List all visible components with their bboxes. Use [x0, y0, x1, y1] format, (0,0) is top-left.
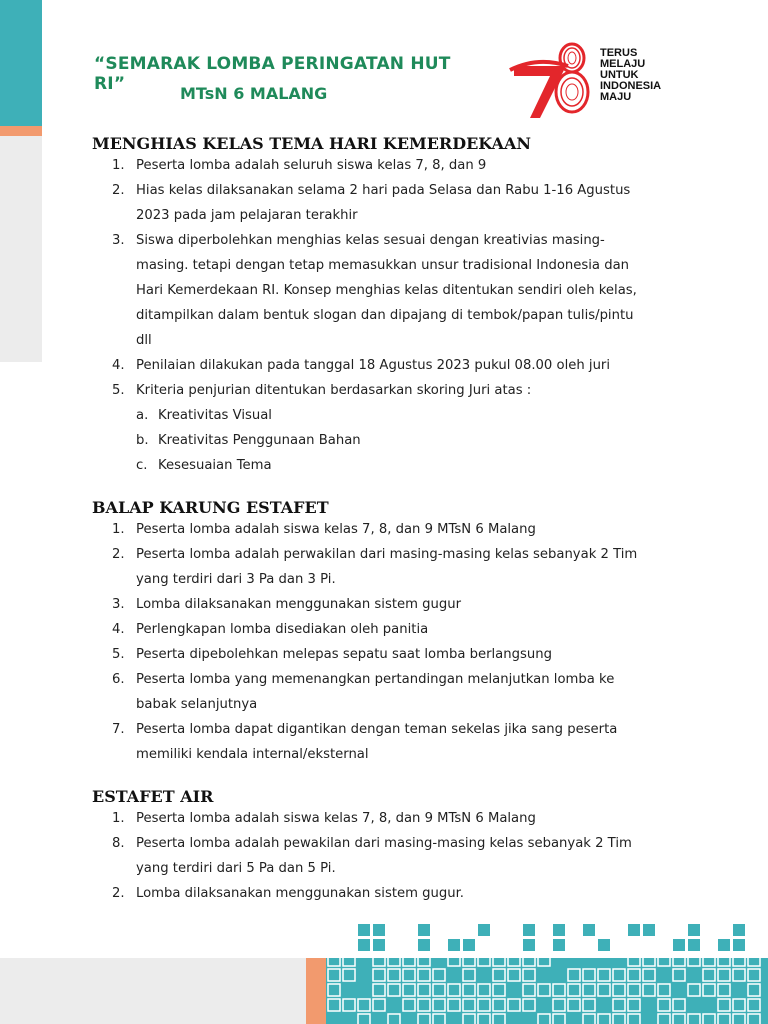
- pixel-square: [553, 1014, 565, 1024]
- pixel-square: [448, 954, 460, 966]
- pixel-square: [418, 924, 430, 936]
- pixel-square: [628, 969, 640, 981]
- list-item: [92, 153, 652, 178]
- pixel-square: [703, 954, 715, 966]
- pixel-square: [568, 969, 580, 981]
- pixel-square: [643, 984, 655, 996]
- pixel-square: [493, 969, 505, 981]
- item-text: Kriteria penjurian ditentukan berdasarkan skoring Juri atas :: [136, 383, 532, 398]
- pixel-square: [613, 999, 625, 1011]
- pixel-square: [673, 969, 685, 981]
- pixel-square: [553, 999, 565, 1011]
- left-gray-bar: [0, 136, 42, 362]
- pixel-square: [523, 924, 535, 936]
- pixel-square: [658, 1014, 670, 1024]
- rules-list: [92, 517, 652, 767]
- pixel-square: [433, 969, 445, 981]
- rules-list: [92, 806, 652, 906]
- pixel-square: [628, 999, 640, 1011]
- pixel-square: [388, 1014, 400, 1024]
- section-estafet-air: [92, 787, 652, 906]
- pixel-square: [688, 924, 700, 936]
- logo-tagline-line: MAJU: [600, 91, 632, 103]
- pixel-square: [673, 939, 685, 951]
- pixel-square: [328, 999, 340, 1011]
- pixel-square: [733, 954, 745, 966]
- list-item: [92, 592, 652, 617]
- section-balap-karung: [92, 498, 652, 767]
- footer-pixel-pattern: [326, 922, 768, 1024]
- logo-tagline-line: TERUS: [600, 47, 638, 59]
- pixel-square: [718, 969, 730, 981]
- left-orange-bar: [0, 126, 42, 136]
- list-item: [92, 831, 652, 881]
- logo-tagline-line: MELAJU: [600, 58, 646, 70]
- pixel-square: [658, 984, 670, 996]
- sub-list-item: [92, 403, 652, 428]
- pixel-square: [703, 1014, 715, 1024]
- pixel-square: [613, 1014, 625, 1024]
- item-text: Peserta lomba adalah siswa kelas 7, 8, dan 9 MTsN 6 Malang: [136, 811, 536, 826]
- pixel-square: [538, 984, 550, 996]
- left-teal-block: [14, 0, 42, 126]
- pixel-square: [718, 984, 730, 996]
- section-menghias-kelas: [92, 134, 652, 478]
- item-letter: a.: [136, 408, 149, 423]
- list-item: [92, 378, 652, 403]
- pixel-square: [418, 969, 430, 981]
- pixel-square: [628, 954, 640, 966]
- list-item: [92, 667, 652, 717]
- item-text: Peserta lomba dapat digantikan dengan teman sekelas jika sang peserta memiliki kendala internal/eksternal: [136, 722, 618, 762]
- pixel-square: [688, 954, 700, 966]
- pixel-square: [583, 924, 595, 936]
- pixel-square: [388, 954, 400, 966]
- pixel-square: [703, 969, 715, 981]
- pixel-square: [628, 1014, 640, 1024]
- pixel-square: [748, 969, 760, 981]
- pixel-square: [418, 999, 430, 1011]
- pixel-square: [403, 984, 415, 996]
- item-text: Lomba dilaksanakan menggunakan sistem gugur.: [136, 886, 464, 901]
- pixel-square: [673, 1014, 685, 1024]
- item-text: Peserta lomba adalah perwakilan dari masing-masing kelas sebanyak 2 Tim yang terdiri dari 3 Pa dan 3 Pi.: [136, 547, 638, 587]
- pixel-square: [463, 969, 475, 981]
- pixel-square: [598, 969, 610, 981]
- pixel-square: [523, 999, 535, 1011]
- pixel-square: [583, 969, 595, 981]
- sub-list-item: [92, 428, 652, 453]
- pixel-square: [718, 1014, 730, 1024]
- logo-tagline-line: INDONESIA: [600, 80, 662, 92]
- pixel-square: [718, 999, 730, 1011]
- pixel-square: [538, 954, 550, 966]
- item-number: 1.: [112, 158, 125, 173]
- pixel-square: [478, 924, 490, 936]
- sub-list-item: [92, 453, 652, 478]
- pixel-square: [553, 984, 565, 996]
- pixel-square: [448, 939, 460, 951]
- pixel-square: [613, 969, 625, 981]
- list-item: [92, 806, 652, 831]
- item-letter: b.: [136, 433, 149, 448]
- pixel-square: [568, 999, 580, 1011]
- section-heading: MENGHIAS KELAS TEMA HARI KEMERDEKAAN: [92, 134, 531, 153]
- pixel-square: [673, 999, 685, 1011]
- pixel-square: [493, 1014, 505, 1024]
- list-item: [92, 881, 652, 906]
- pixel-square: [418, 954, 430, 966]
- pixel-square: [358, 924, 370, 936]
- pixel-square: [433, 999, 445, 1011]
- pixel-square: [493, 999, 505, 1011]
- pixel-square: [343, 969, 355, 981]
- pixel-square: [403, 954, 415, 966]
- left-teal-stripe: [0, 0, 14, 126]
- pixel-square: [418, 939, 430, 951]
- pixel-square: [718, 939, 730, 951]
- pixel-square: [358, 999, 370, 1011]
- pixel-square: [583, 1014, 595, 1024]
- section-heading: ESTAFET AIR: [92, 787, 214, 806]
- pixel-square: [463, 984, 475, 996]
- item-text: Siswa diperbolehkan menghias kelas sesuai dengan kreativias masing-masing. tetapi dengan tetap memasukkan unsur tradisional Indonesia dan Hari Kemerdekaan RI. Konsep menghias kelas ditentukan sendiri oleh kelas, ditampilkan dalam bentuk slogan dan dipajang di tembok/papan tulis/pintu dll: [136, 233, 637, 348]
- item-text: Peserta lomba adalah seluruh siswa kelas 7, 8, dan 9: [136, 158, 487, 173]
- pixel-square: [538, 1014, 550, 1024]
- list-item: [92, 178, 652, 228]
- pixel-square: [733, 924, 745, 936]
- pixel-square: [328, 969, 340, 981]
- pixel-square: [328, 954, 340, 966]
- item-text: Peserta lomba adalah siswa kelas 7, 8, dan 9 MTsN 6 Malang: [136, 522, 536, 537]
- pixel-square: [463, 954, 475, 966]
- pixel-square: [463, 1014, 475, 1024]
- pixel-square: [463, 999, 475, 1011]
- pixel-square: [688, 984, 700, 996]
- item-number: 2.: [112, 547, 125, 562]
- item-number: 7.: [112, 722, 125, 737]
- item-number: 4.: [112, 622, 125, 637]
- pixel-square: [328, 984, 340, 996]
- pixel-square: [568, 984, 580, 996]
- pixel-square: [343, 954, 355, 966]
- item-text: Penilaian dilakukan pada tanggal 18 Agustus 2023 pukul 08.00 oleh juri: [136, 358, 611, 373]
- pixel-square: [523, 969, 535, 981]
- pixel-square: [748, 984, 760, 996]
- list-item: [92, 228, 652, 353]
- pixel-square: [478, 999, 490, 1011]
- pixel-square: [373, 939, 385, 951]
- pixel-square: [628, 924, 640, 936]
- page-subtitle: MTsN 6 MALANG: [180, 84, 328, 103]
- pixel-square: [598, 984, 610, 996]
- pixel-square: [418, 1014, 430, 1024]
- pixel-square: [508, 969, 520, 981]
- pixel-square: [343, 999, 355, 1011]
- pixel-square: [733, 939, 745, 951]
- pixel-square: [658, 954, 670, 966]
- pixel-square: [733, 1014, 745, 1024]
- pixel-square: [493, 954, 505, 966]
- pixel-square: [688, 939, 700, 951]
- logo-eight-shape: [556, 44, 588, 112]
- pixel-square: [373, 969, 385, 981]
- pixel-square: [748, 954, 760, 966]
- rules-list: [92, 153, 652, 478]
- pixel-square: [733, 999, 745, 1011]
- logo-seven-shape: [514, 66, 566, 118]
- document-body: [92, 134, 652, 926]
- pixel-square: [583, 999, 595, 1011]
- pixel-square: [748, 1014, 760, 1024]
- item-text: Kreativitas Visual: [158, 408, 272, 423]
- pixel-square: [433, 984, 445, 996]
- item-number: 2.: [112, 886, 125, 901]
- item-number: 3.: [112, 233, 125, 248]
- item-number: 2.: [112, 183, 125, 198]
- pixel-square: [418, 984, 430, 996]
- pixel-square: [688, 1014, 700, 1024]
- list-item: [92, 617, 652, 642]
- list-item: [92, 517, 652, 542]
- list-item: [92, 353, 652, 378]
- pixel-square: [373, 984, 385, 996]
- pixel-square: [703, 984, 715, 996]
- item-number: 8.: [112, 836, 125, 851]
- pixel-square: [448, 984, 460, 996]
- pixel-square: [373, 924, 385, 936]
- item-number: 6.: [112, 672, 125, 687]
- item-number: 4.: [112, 358, 125, 373]
- pixel-square: [658, 999, 670, 1011]
- pixel-square: [478, 984, 490, 996]
- pixel-square: [613, 984, 625, 996]
- pixel-square: [733, 969, 745, 981]
- pixel-square: [553, 939, 565, 951]
- pixel-square: [358, 939, 370, 951]
- item-letter: c.: [136, 458, 148, 473]
- logo-tagline-line: UNTUK: [600, 69, 639, 81]
- list-item: [92, 642, 652, 667]
- logo-tagline: [600, 48, 661, 103]
- pixel-square: [598, 939, 610, 951]
- pixel-square: [388, 984, 400, 996]
- item-text: Lomba dilaksanakan menggunakan sistem gugur: [136, 597, 462, 612]
- item-number: 1.: [112, 522, 125, 537]
- pixel-square: [523, 939, 535, 951]
- section-heading: BALAP KARUNG ESTAFET: [92, 498, 329, 517]
- item-number: 5.: [112, 647, 125, 662]
- pixel-square: [643, 924, 655, 936]
- item-text: Hias kelas dilaksanakan selama 2 hari pada Selasa dan Rabu 1-16 Agustus 2023 pada jam pelajaran terakhir: [136, 183, 631, 223]
- item-number: 5.: [112, 383, 125, 398]
- pixel-square: [508, 999, 520, 1011]
- pixel-square: [448, 999, 460, 1011]
- pixel-square: [523, 984, 535, 996]
- pixel-square: [388, 969, 400, 981]
- pixel-square: [583, 984, 595, 996]
- item-text: Perlengkapan lomba disediakan oleh panitia: [136, 622, 429, 637]
- pixel-square: [493, 984, 505, 996]
- footer-orange-bar: [306, 958, 326, 1024]
- pixel-square: [718, 954, 730, 966]
- pixel-square: [643, 969, 655, 981]
- pixel-square: [508, 954, 520, 966]
- pixel-square: [628, 984, 640, 996]
- item-text: Kesesuaian Tema: [158, 458, 272, 473]
- item-text: Peserta lomba adalah pewakilan dari masing-masing kelas sebanyak 2 Tim yang terdiri dari 5 Pa dan 5 Pi.: [136, 836, 632, 876]
- pixel-square: [463, 939, 475, 951]
- item-number: 3.: [112, 597, 125, 612]
- pixel-square: [673, 954, 685, 966]
- pixel-square: [748, 999, 760, 1011]
- pixel-square: [598, 1014, 610, 1024]
- pixel-square: [373, 954, 385, 966]
- pixel-square: [373, 999, 385, 1011]
- pixel-square: [553, 924, 565, 936]
- pixel-square: [403, 999, 415, 1011]
- page-title: “SEMARAK LOMBA PERINGATAN HUT RI”: [94, 54, 451, 94]
- list-item: [92, 717, 652, 767]
- pixel-square: [643, 954, 655, 966]
- item-text: Peserta dipebolehkan melepas sepatu saat lomba berlangsung: [136, 647, 552, 662]
- item-text: Peserta lomba yang memenangkan pertandingan melanjutkan lomba ke babak selanjutnya: [136, 672, 615, 712]
- item-number: 1.: [112, 811, 125, 826]
- pixel-square: [433, 1014, 445, 1024]
- pixel-square: [478, 1014, 490, 1024]
- item-text: Kreativitas Penggunaan Bahan: [158, 433, 361, 448]
- pixel-square: [403, 969, 415, 981]
- pixel-square: [478, 954, 490, 966]
- pixel-square: [523, 954, 535, 966]
- list-item: [92, 542, 652, 592]
- pixel-square: [358, 1014, 370, 1024]
